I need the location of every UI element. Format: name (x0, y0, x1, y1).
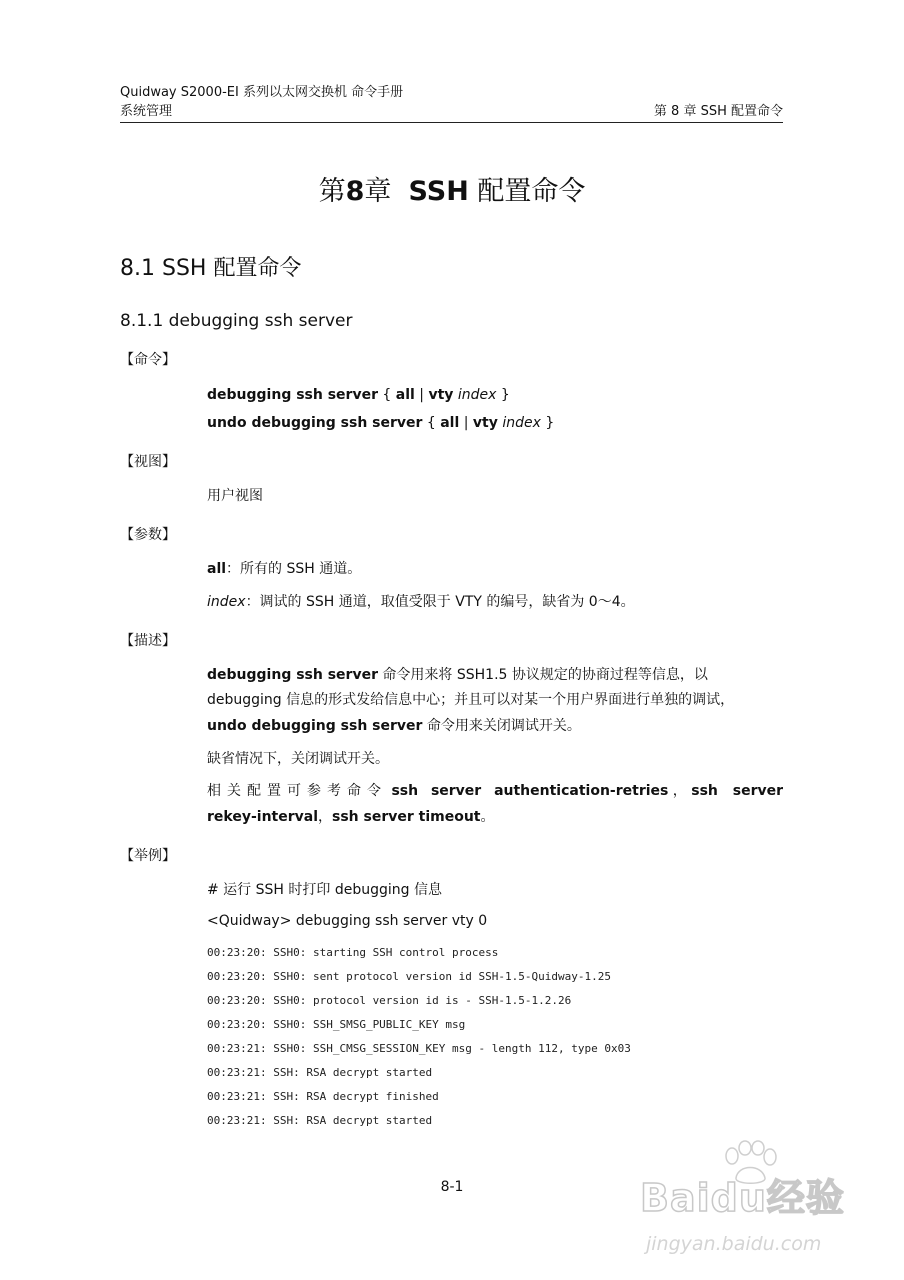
example-output-line: 00:23:20: SSH0: starting SSH control process (207, 946, 499, 959)
chapter-number: 8 (345, 176, 365, 207)
description-line-1 (207, 665, 783, 685)
label-example: 【举例】 (120, 848, 176, 864)
command-2-vty: vty (472, 415, 498, 431)
chapter-title (0, 174, 904, 210)
header-part: 系统管理 (120, 104, 173, 119)
command-1-open: { (377, 387, 396, 403)
command-line-2 (207, 413, 554, 433)
description-text-3: 命令用来关闭调试开关。 (422, 718, 581, 734)
view-text: 用户视图 (207, 488, 263, 504)
example-prompt-command: <Quidway> debugging ssh server vty 0 (207, 913, 488, 929)
label-command: 【命令】 (120, 352, 176, 368)
example-output-line: 00:23:21: SSH: RSA decrypt started (207, 1114, 433, 1127)
chapter-prefix: 第 (318, 176, 346, 207)
command-2-sep: | (459, 415, 473, 431)
command-1-sep: | (414, 387, 429, 403)
example-output-line: 00:23:20: SSH0: SSH_SMSG_PUBLIC_KEY msg (207, 1018, 466, 1031)
description-ref-comma-2: ， (318, 809, 332, 825)
command-1-vty: vty (428, 387, 454, 403)
header-divider (120, 122, 783, 123)
watermark-logo: Baidu经验 (640, 1176, 845, 1220)
label-view: 【视图】 (120, 454, 176, 470)
description-ref-lead: 相关配置可参考命令 (207, 783, 387, 799)
example-output-line: 00:23:20: SSH0: sent protocol version id SSH-1.5-Quidway-1.25 (207, 970, 611, 983)
description-text-1: 命令用来将 SSH1.5 协议规定的协商过程等信息，以 (377, 667, 708, 683)
command-1-close: } (496, 387, 510, 403)
command-2-open: { (422, 415, 441, 431)
label-params: 【参数】 (120, 527, 176, 543)
description-ref-cmd-2a: ssh server (691, 783, 783, 799)
description-ref-comma: ， (672, 783, 687, 799)
description-default: 缺省情况下，关闭调试开关。 (207, 751, 389, 767)
example-output-line: 00:23:20: SSH0: protocol version id is - SSH-1.5-1.2.26 (207, 994, 572, 1007)
description-ref-line-1 (207, 781, 783, 801)
description-ref-cmd-2b: rekey-interval (207, 809, 318, 825)
command-1-keyword: debugging ssh server (207, 387, 378, 403)
command-1-index: index (457, 387, 497, 403)
example-comment: # 运行 SSH 时打印 debugging 信息 (207, 882, 442, 898)
label-description: 【描述】 (120, 633, 176, 649)
description-line-3 (207, 716, 783, 736)
chapter-word: 章 (364, 176, 392, 207)
param-all-name: all (207, 561, 227, 577)
section-title: 8.1 SSH 配置命令 (120, 256, 302, 281)
param-all-text: ：所有的 SSH 通道。 (226, 561, 362, 577)
description-ref-line-2 (207, 807, 783, 827)
description-ref-end: 。 (480, 809, 495, 825)
subsection-title: 8.1.1 debugging ssh server (120, 311, 353, 331)
description-ref-cmd-3: ssh server timeout (332, 809, 481, 825)
command-1-all: all (395, 387, 415, 403)
description-cmd-1: debugging ssh server (207, 667, 378, 683)
header-chapter-ref: 第 8 章 SSH 配置命令 (653, 104, 783, 119)
command-2-index: index (502, 415, 541, 431)
param-index (207, 592, 635, 612)
header-book-title: Quidway S2000-EI 系列以太网交换机 命令手册 (120, 85, 404, 100)
page-number: 8-1 (440, 1179, 464, 1195)
chapter-rest: 配置命令 (468, 176, 586, 207)
command-line-1 (207, 385, 510, 405)
example-output-line: 00:23:21: SSH: RSA decrypt started (207, 1066, 433, 1079)
baidu-watermark (640, 1140, 860, 1270)
param-index-text: ：调试的 SSH 通道，取值受限于 VTY 的编号，缺省为 0～4。 (245, 594, 635, 610)
watermark-url: jingyan.baidu.com (646, 1233, 822, 1255)
description-ref-cmd-1: ssh server authentication-retries (391, 783, 669, 799)
command-2-keyword: undo debugging ssh server (207, 415, 423, 431)
param-index-name: index (207, 594, 246, 610)
description-line-2: debugging 信息的形式发给信息中心；并且可以对某一个用户界面进行单独的调试， (207, 692, 735, 708)
example-output-line: 00:23:21: SSH: RSA decrypt finished (207, 1090, 439, 1103)
description-cmd-3: undo debugging ssh server (207, 718, 423, 734)
command-2-all: all (440, 415, 460, 431)
command-2-close: } (540, 415, 555, 431)
chapter-bold-name: SSH (408, 176, 469, 207)
example-output-line: 00:23:21: SSH0: SSH_CMSG_SESSION_KEY msg - length 112, type 0x03 (207, 1042, 631, 1055)
param-all (207, 559, 361, 579)
